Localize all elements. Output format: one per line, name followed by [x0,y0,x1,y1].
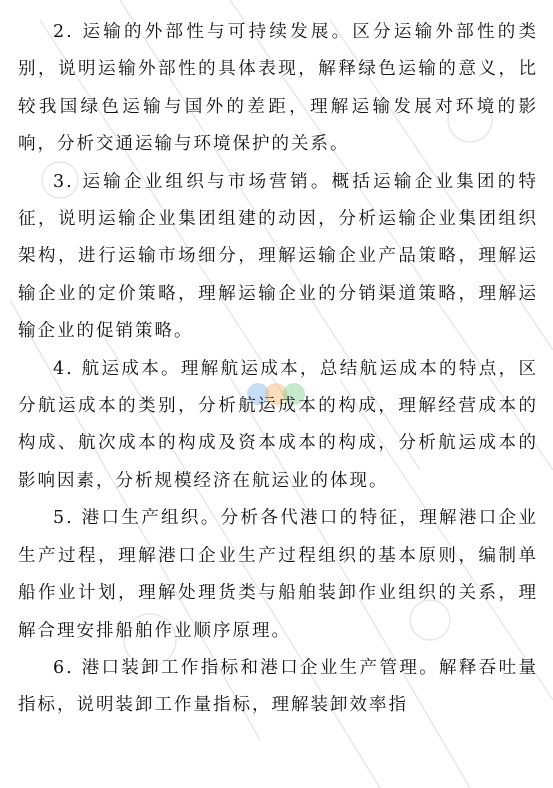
paragraph-4: 4. 航运成本。理解航运成本，总结航运成本的特点，区分航运成本的类别，分析航运成本的构成，理解经营成本的构成、航次成本的构成及资本成本的构成，分析航运成本的影响因素，分析规模经济在航运业的体现。 [18,358,538,491]
paragraph-2: 2. 运输的外部性与可持续发展。区分运输外部性的类别，说明运输外部性的具体表现，解释绿色运输的意义，比较我国绿色运输与国外的差距，理解运输发展对环境的影响，分析交通运输与环境保护的关系。 [18,22,538,155]
paragraph-6: 6. 港口装卸工作指标和港口企业生产管理。解释吞吐量指标，说明装卸工作量指标，理解装卸效率指 [18,657,538,716]
paragraph-3: 3. 运输企业组织与市场营销。概括运输企业集团的特征，说明运输企业集团组建的动因，分析运输企业集团组织架构，进行运输市场细分，理解运输企业产品策略，理解运输企业的定价策略，理解运输企业的分销渠道策略，理解运输企业的促销策略。 [18,171,538,342]
document-body [18,14,538,725]
paragraph-5: 5. 港口生产组织。分析各代港口的特征，理解港口企业生产过程，理解港口企业生产过程组织的基本原则，编制单船作业计划，理解处理货类与船舶装卸作业组织的关系，理解合理安排船舶作业顺序原理。 [18,508,538,641]
